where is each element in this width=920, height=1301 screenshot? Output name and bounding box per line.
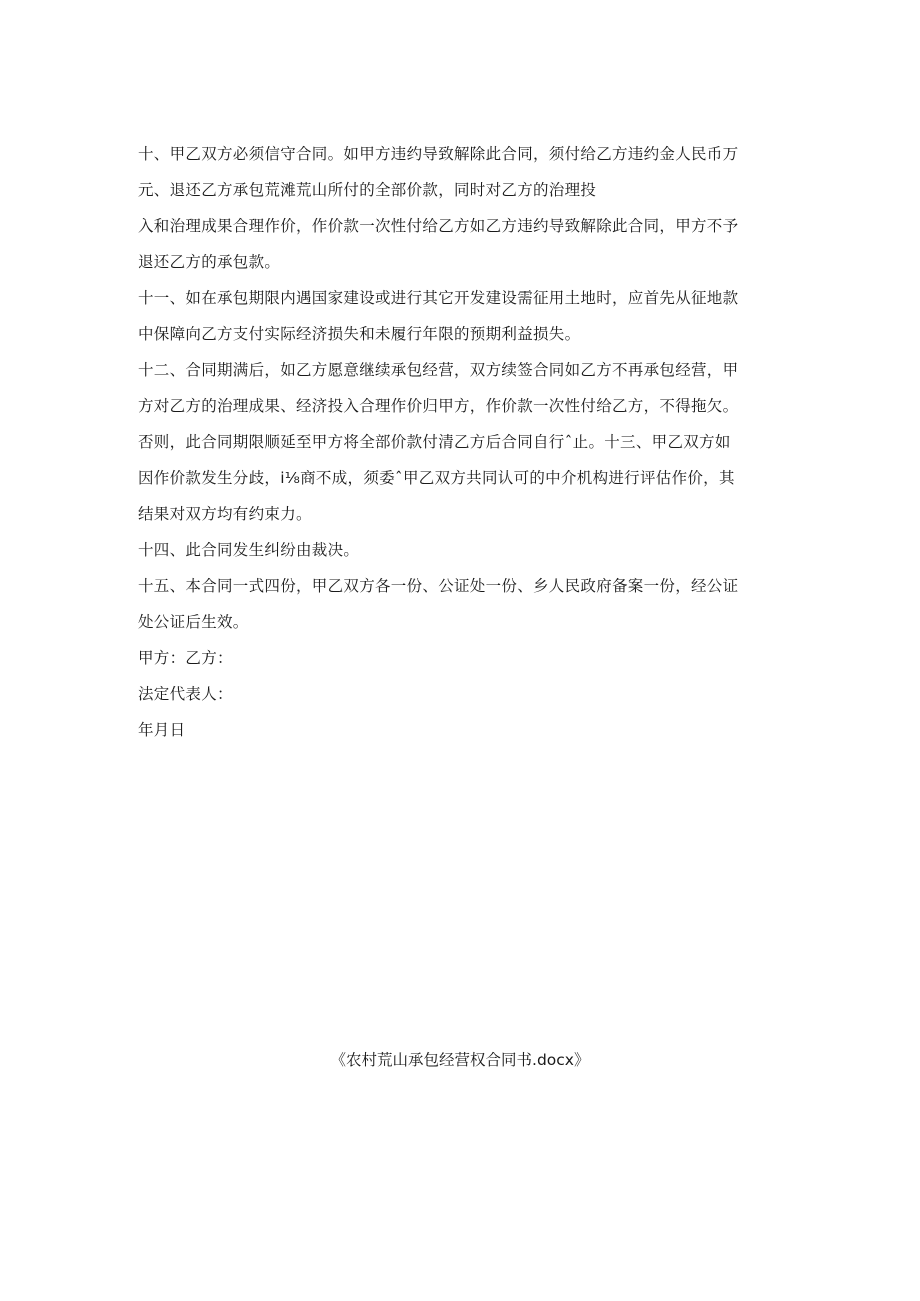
- clause-12-line-1: 十二、合同期满后，如乙方愿意继续承包经营，双方续签合同如乙方不再承包经营，甲: [138, 361, 739, 379]
- clause-12-line-2: 方对乙方的治理成果、经济投入合理作价归甲方，作价款一次性付给乙方，不得拖欠。: [138, 397, 739, 415]
- clause-10-line-3: 入和治理成果合理作价，作价款一次性付给乙方如乙方违约导致解除此合同，甲方不予: [138, 217, 739, 235]
- signature-legal-rep: 法定代表人：: [138, 685, 233, 703]
- clause-15-line-2: 处公证后生效。: [138, 613, 249, 631]
- signature-date: 年月日: [138, 721, 186, 739]
- clause-13-line-1: 因作价款发生分歧，i⅛商不成，须委ˆ甲乙双方共同认可的中介机构进行评估作价，其: [138, 469, 735, 487]
- clause-10-line-2: 元、退还乙方承包荒滩荒山所付的全部价款，同时对乙方的治理投: [138, 181, 597, 199]
- clause-12-line-3: 否则，此合同期限顺延至甲方将全部价款付清乙方后合同自行ˆ止。十三、甲乙双方如: [138, 433, 731, 451]
- document-filename-title: 《农村荒山承包经营权合同书.docx》: [330, 1051, 590, 1069]
- contract-body: [138, 136, 788, 748]
- signature-parties: 甲方：乙方：: [138, 649, 233, 667]
- clause-13-line-2: 结果对双方均有约束力。: [138, 505, 312, 523]
- clause-14-line: 十四、此合同发生纠纷由裁决。: [138, 541, 360, 559]
- clause-11-line-1: 十一、如在承包期限内遇国家建设或进行其它开发建设需征用土地时，应首先从征地款: [138, 289, 739, 307]
- clause-11-line-2: 中保障向乙方支付实际经济损失和未履行年限的预期利益损失。: [138, 325, 581, 343]
- clause-10-line-1: 十、甲乙双方必须信守合同。如甲方违约导致解除此合同，须付给乙方违约金人民币万: [138, 145, 739, 163]
- clause-15-line-1: 十五、本合同一式四份，甲乙双方各一份、公证处一份、乡人民政府备案一份，经公证: [138, 577, 739, 595]
- clause-10-line-4: 退还乙方的承包款。: [138, 253, 281, 271]
